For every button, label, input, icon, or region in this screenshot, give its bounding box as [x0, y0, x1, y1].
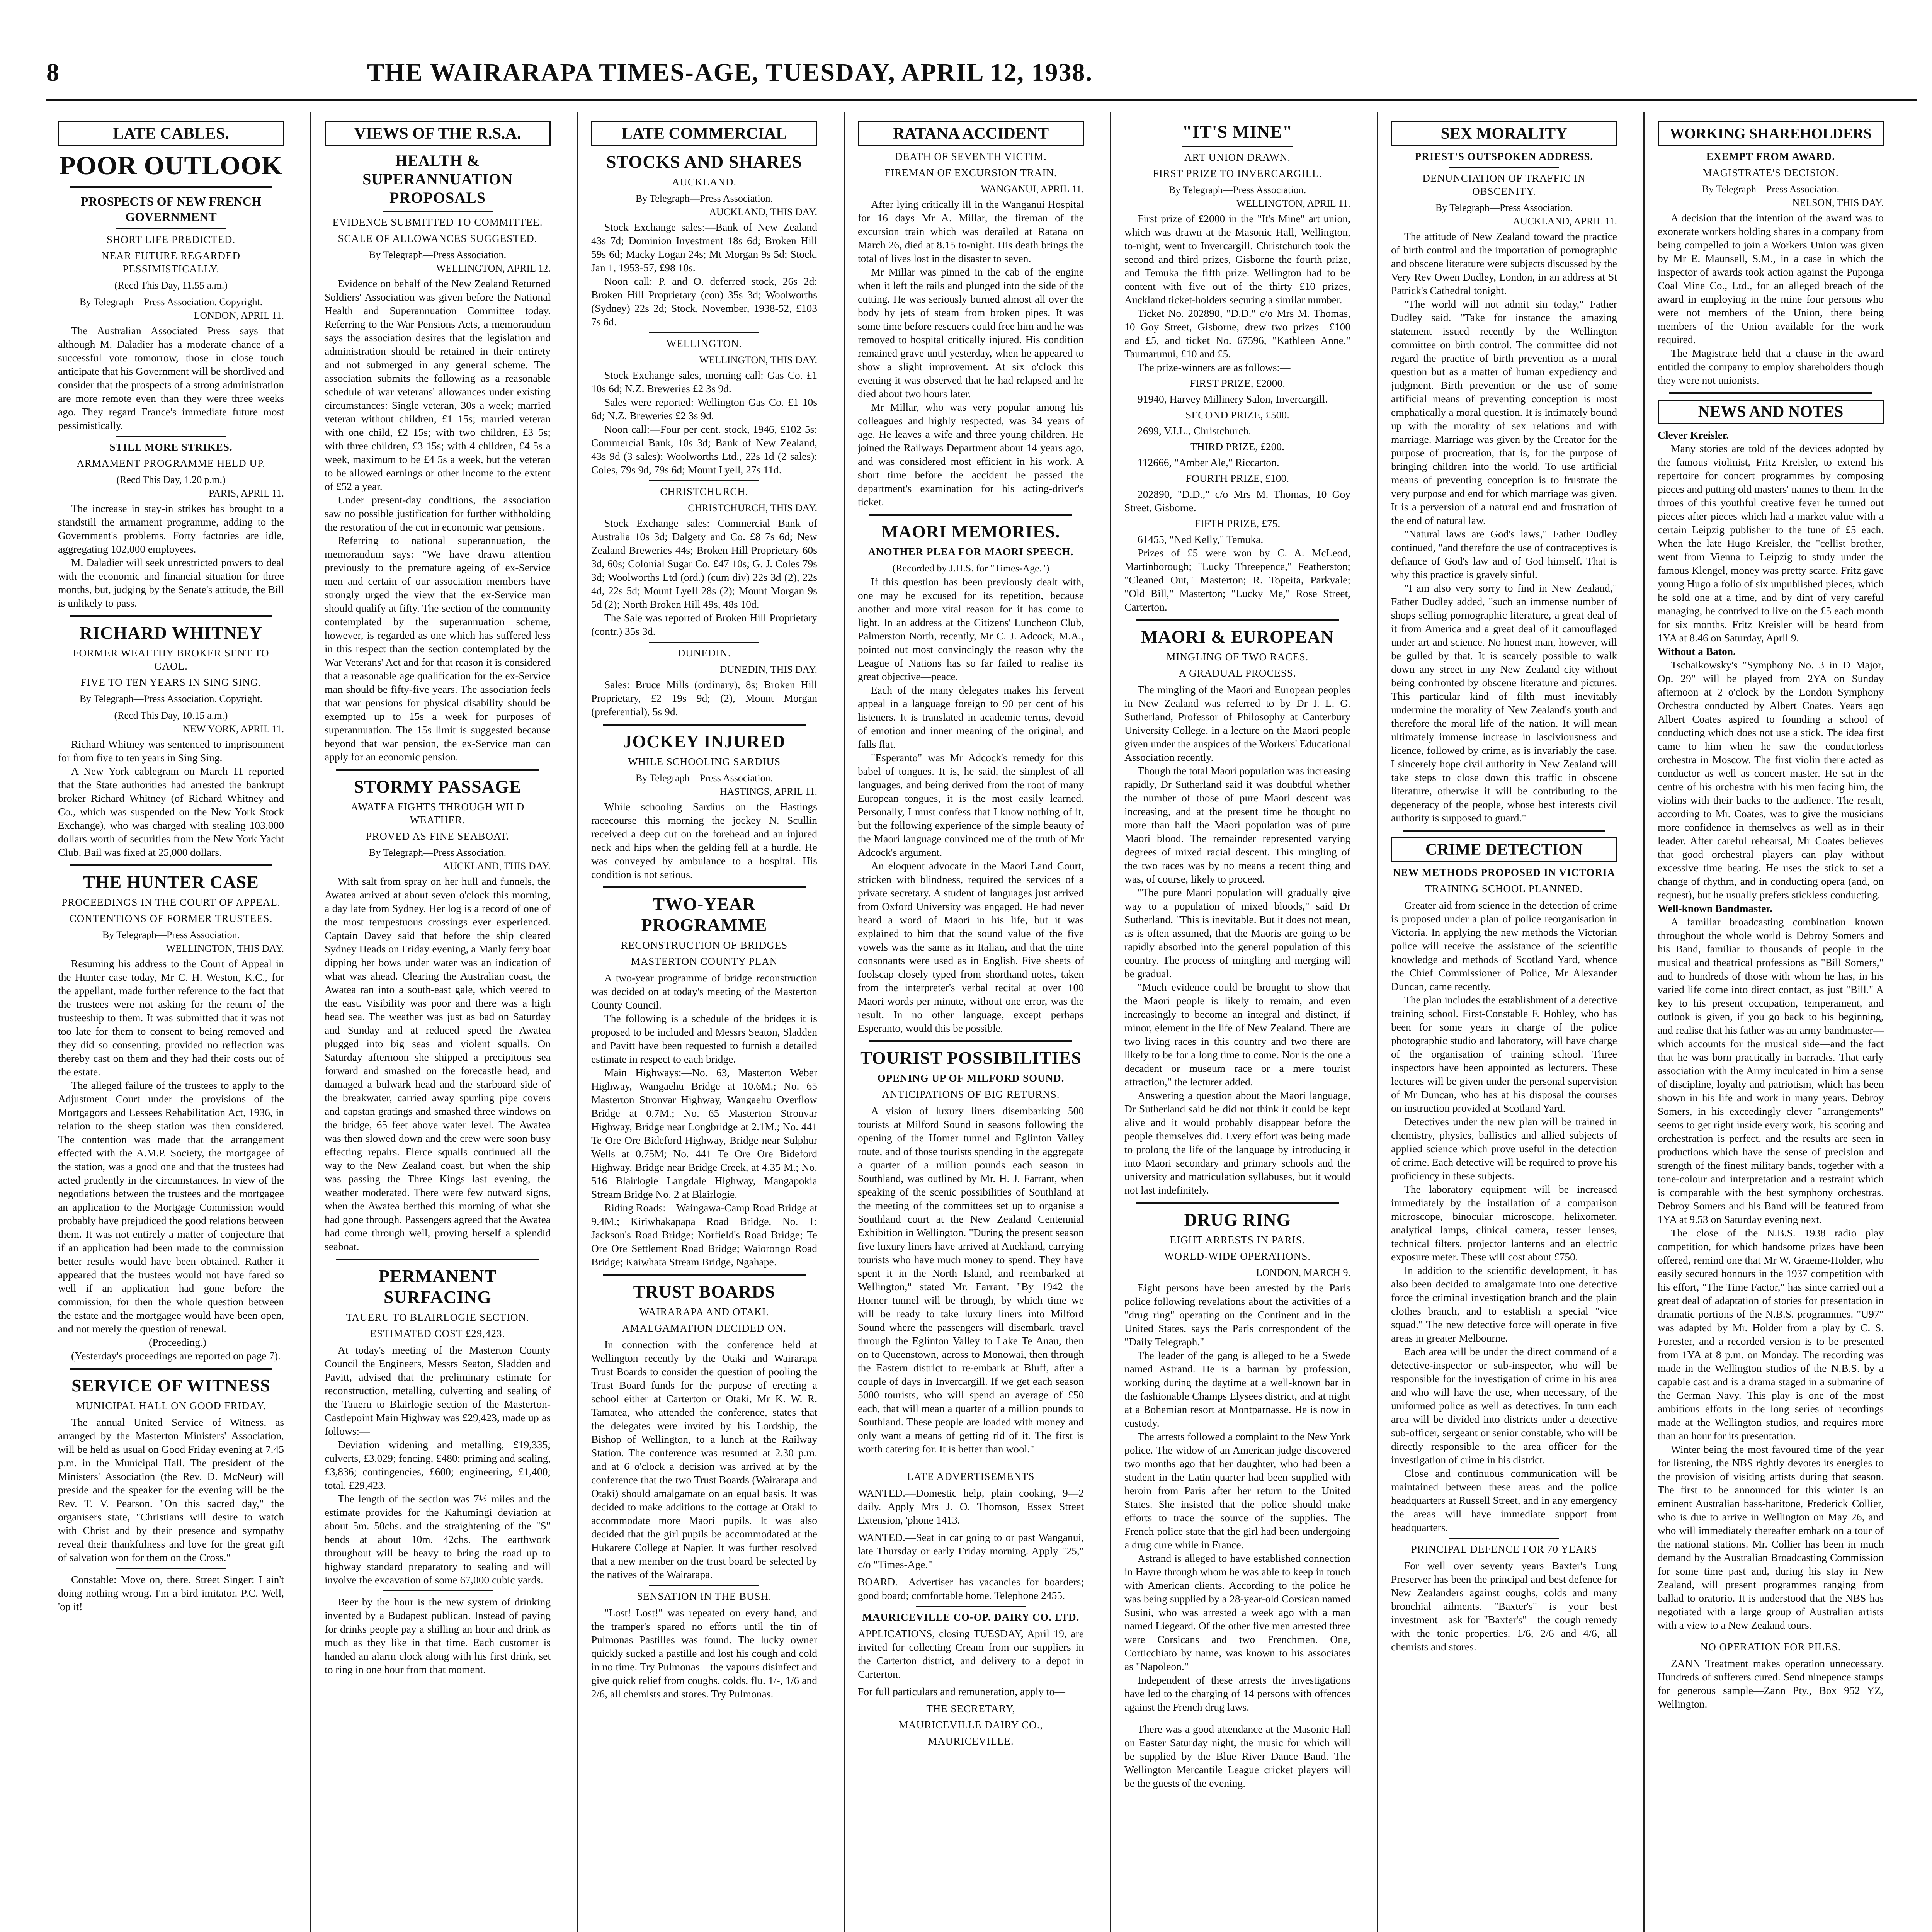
- dateline: PARIS, APRIL 11.: [208, 488, 284, 499]
- classified-ad: WANTED.—Seat in car going to or past Wanganui, late Thursday or early Friday morning. Apply "25," c/o "Times-Age.": [858, 1531, 1084, 1570]
- headline: THE HUNTER CASE: [83, 872, 259, 892]
- paragraph: The plan includes the establishment of a detective training school. First-Constable F. Hobley, who has been for some years in charge of the police photographic studio and laboratory, will have charge of the organisation of training school. Three inspectors have been appointed as lecturers. These lectures will be given under the personal supervision of Mr Duncan, who has at his disposal the courses on instruction provided at Scotland Yard.: [1391, 994, 1617, 1114]
- paragraph: Sales: Bruce Mills (ordinary), 8s; Broken Hill Proprietary, £2 19s 9d; (2), Mount Morgan (preferential), 5s 9d.: [591, 679, 817, 718]
- subheading: ART UNION DRAWN.: [1184, 151, 1291, 163]
- rule: [70, 615, 272, 617]
- paragraph: Noon call:—Four per cent. stock, 1946, £102 5s; Commercial Bank, 10s 3d; Bank of New Zealand, 43s 9d (3 sales); Woolworths Ltd., 22s 1d (2 sales); Coles, 79s 9d, 79s 6d; Mount Lyell, 27s 11d.: [591, 423, 817, 476]
- rule: [649, 1585, 759, 1586]
- paragraph: 91940, Harvey Millinery Salon, Invercargill.: [1138, 393, 1328, 405]
- column-3: [591, 116, 817, 1932]
- rule: [336, 1259, 539, 1260]
- masthead: [46, 58, 1917, 89]
- rule: [1449, 1538, 1559, 1539]
- paragraph: A New York cablegram on March 11 reported that the State authorities had arrested the bankrupt broker Richard Whitney (of Richard Whitney and Co., which was suspended on the New York Stock Exchange), who was charged with stealing 103,000 dollars worth of securities from the New York Yacht Club. Bail was fixed at 25,000 dollars.: [58, 765, 284, 858]
- paragraph: "I am also very sorry to find in New Zealand," Father Dudley added, "such an immense number of shops selling pornographic literature, a great deal of it from America and a great deal of it camouflaged under art and science. No honest man, however, will be gulled by that. It is scarcely possible to walk down any street in any New Zealand city without being confronted by obscene literature and pictures. This particular kind of filth must inevitably undermine the morality of New Zealand's youth and therefore the moral life of the nation. It will mean ultimately immense increase in lasciviousness and licence, followed by crime, as is invariably the case. I sincerely hope civil authority in New Zealand will take steps to close down this traffic in obscene literature, otherwise it will be contributing to the degeneracy of the people, whose best interests civil authority is supposed to guard.": [1391, 582, 1617, 824]
- subheading: SENSATION IN THE BUSH.: [637, 1590, 772, 1602]
- paragraph: Many stories are told of the devices adopted by the famous violinist, Fritz Kreisler, to extend his repertoire for concert programmes by composing pieces and putting old masters' names to them. In the throes of this youthful creative fever he turned out pieces after pieces which had a market value with a certain Leipzig publisher to the tune of £5 each. When the late Hugo Kreisler, the "cellist brother, went from Vienna to Leipzig to study under the famous Klengel, money was pretty scarce. Fritz gave young Hugo a folio of six unpublished pieces, which he sold one at a time, and by dint of very careful managing, he contrived to live on the £5 each month for six months. Fritz Kreisler will be heard from 1YA at 8.46 on Saturday, April 9.: [1658, 442, 1884, 644]
- paragraph: If this question has been previously dealt with, one may be excused for its repetition, because another and more vital reason for it has come to light. In an address at the Citizens' Luncheon Club, Palmerston North, recently, Mr C. J. Adcock, M.A., pointed out most convincingly the reason why the League of Nations has so far failed to realise its great objective—peace.: [858, 576, 1084, 682]
- dateline: DUNEDIN, THIS DAY.: [719, 664, 817, 675]
- paragraph: Noon call: P. and O. deferred stock, 26s 2d; Broken Hill Proprietary (con) 35s 3d; Woolworths (Sydney) 22s 2d; Stock, November, 1938-52, £103 7s 6d.: [591, 275, 817, 328]
- rule: [603, 724, 806, 726]
- subheading: DEATH OF SEVENTH VICTIM.: [895, 151, 1047, 162]
- paragraph: Stock Exchange sales: Commercial Bank of Australia 10s 3d; Dalgety and Co. £8 7s 6d; New Zealand Breweries 44s; Broken Hill Proprietary 60s 3d, 60s; Colonial Sugar Co. £47 10s; G. J. Coles 79s 3d; Woolworths Ltd (ord.) (cum div) 22s 3d (2), 22s 4d, 22s 5d; Mount Lyell 28s (2); Mount Morgan 9s 5d (2); North Broken Hill 49s, 48s 10d.: [591, 517, 817, 610]
- rule: [70, 1368, 272, 1370]
- paragraph: Richard Whitney was sentenced to imprisonment for from five to ten years in Sing Sing.: [58, 738, 284, 764]
- dateline: NEW YORK, APRIL 11.: [183, 723, 284, 735]
- subheading: MINGLING OF TWO RACES.: [1166, 651, 1309, 663]
- column-2: [325, 116, 551, 1932]
- rule: [116, 228, 226, 229]
- rule: [916, 1606, 1026, 1607]
- paragraph: Referring to national superannuation, the memorandum says: "We have drawn attention previously to the premature ageing of ex-Service men and certain of our association members have strongly urged the view that the ex-Service man should qualify at fifty. The section of the community contemplated by the superannuation scheme, however, is regarded as one which has suffered less in this respect than the section contemplated by the War Veterans' Act and for that reason it is considered that a reasonable age qualification for the ex-Service man should be fifty-five years. The association feels that war pensions for physical disability should be exempted up to 15s a week for purposes of superannuation. The 15s limit is suggested because beyond that war pension, the ex-Service man can apply for an economic pension.: [325, 534, 551, 763]
- byline: By Telegraph—Press Association. Copyright.: [79, 296, 263, 308]
- paragraph: 61455, "Ned Kelly," Temuka.: [1138, 533, 1264, 545]
- headline: SERVICE OF WITNESS: [71, 1376, 270, 1395]
- paragraph: A decision that the intention of the award was to exonerate workers holding shares in a company from being compelled to join a Workers Union was given by Mr E. Maunsell, S.M., in a case in which the inspector of awards took action against the Puponga Coal Mine Co., Ltd., for an alleged breach of the award in employing in the mine four persons who were not members of the Union, there being members of the Union available for the work required.: [1658, 212, 1884, 345]
- headline: RICHARD WHITNEY: [80, 623, 262, 643]
- subheading: RECONSTRUCTION OF BRIDGES: [621, 939, 788, 951]
- paragraph: 202890, "D.D.," c/o Mrs M. Thomas, 10 Goy Street, Gisborne.: [1124, 488, 1350, 514]
- paragraph: The annual United Service of Witness, as arranged by the Masterton Ministers' Association, will be held as usual on Good Friday evening at 7.45 p.m. in the Municipal Hall. The president of the Ministers' Association (the Rev. D. McNeur) will preside and the speaker for the evening will be the Rev. T. V. Pearson. "On this sacred day," the organisers state, "Christians will desire to watch with Christ and by their presence and sympathy reveal their thankfulness and love for the great gift of salvation won for them on the Cross.": [58, 1416, 284, 1563]
- prize-heading: SECOND PRIZE, £500.: [1185, 409, 1289, 421]
- subheading: OPENING UP OF MILFORD SOUND.: [877, 1072, 1065, 1084]
- classified-ad: APPLICATIONS, closing TUESDAY, April 19, are invited for collecting Cream from our suppliers in the Carterton district, and delivery to a depot in Carterton.: [858, 1628, 1084, 1680]
- paragraph: Answering a question about the Maori language, Dr Sutherland said he did not think it could be kept alive and it would probably disappear before the people themselves did. Every effort was being made to prolong the life of the language by introducing it into Maori secondary and primary schools and the university and matriculation syllabuses, but it would not last indefinitely.: [1124, 1089, 1350, 1196]
- paragraph: "Natural laws are God's laws," Father Dudley continued, "and therefore the use of contraceptives is defiance of God's law and of God himself. That is why this practice is gravely sinful.: [1391, 528, 1617, 580]
- paragraph: Evidence on behalf of the New Zealand Returned Soldiers' Association was given before the National Health and Superannuation Committee today. Referring to the War Pensions Acts, a memorandum says the association desires that the legislation and administration should be retained in their entirety and not submerged in any general scheme. The association submits the following as a reasonable schedule of war veterans' allowances under existing circumstances: Single veteran, 30s a week; married veteran without children, £1 15s; married veteran with one child, £2 15s; with two children, £3 5s; with three children, £3 15s; with 4 children, £4 5s a week, maximum to be £4 5s a week, but the veteran to be allowed earnings or other income to the extent of £52 a year.: [325, 277, 551, 492]
- paragraph: The arrests followed a complaint to the New York police. The widow of an American judge discovered two months ago that her daughter, who had been a student in the Latin quarter had been supplied with heroin from Paris after her return to the United States. She insisted that the police should make efforts to trace the source of the supplies. The French police state that the girl had been undergoing a drug cure while in France.: [1124, 1430, 1350, 1551]
- column-1: [58, 116, 284, 1932]
- column-rule: [1377, 112, 1378, 1932]
- headline: STOCKS AND SHARES: [606, 152, 802, 172]
- column-rule: [1643, 112, 1645, 1932]
- subheading: ESTIMATED COST £29,423.: [370, 1328, 505, 1339]
- item-title: Well-known Bandmaster.: [1658, 902, 1772, 914]
- masthead-rule: [46, 99, 1917, 101]
- paragraph: A familiar broadcasting combination known throughout the whole world is Debroy Somers and his Band, familiar to thousands of people in the musical and theatrical professions as "Bill Somers," and to hundreds of those with whom he has, in his varied life come into direct contact, as just "Bill." A key to his present occupation, temperament, and outlook is given, if you go back to his beginning, and realise that his father was an army bandmaster—which accounts for the musical side—and the fact that he was born practically in barracks. That early association with the Army inculcated in him a sense of discipline, loyalty and patriotism, which has been shown in his life and work in many years. Debroy Somers, in his exceedingly clever "arrangements" seems to get right inside every work, his scoring and orchestration is perfect, and the results are seen in productions which have the sense of precision and strength of the finest military bands, together with a tone-colour and interpretation and a restraint which is comparable with the best symphony orchestras. Debroy Somers and his Band will be featured from 1YA at 9.53 on Saturday evening next.: [1658, 916, 1884, 1225]
- byline: By Telegraph—Press Association.: [635, 193, 773, 204]
- subheading: PROSPECTS OF NEW FRENCH GOVERNMENT: [81, 194, 261, 224]
- byline: By Telegraph—Press Association.: [1435, 202, 1573, 213]
- headline: PERMANENT SURFACING: [378, 1266, 497, 1307]
- ad-signature: THE SECRETARY,: [926, 1703, 1015, 1714]
- paragraph: The length of the section was 7½ miles and the estimate provides for the Kahumingi deviation at about 5m. 50chs. and the straightening of the "S" bends at about 10m. 42chs. The earthwork throughout will be heavy to bring the road up to highway standard preparatory to sealing and will involve the excavation of some 67,000 cubic yards.: [325, 1493, 551, 1586]
- received-note: (Recd This Day, 1.20 p.m.): [116, 474, 226, 485]
- subheading: MASTERTON COUNTY PLAN: [631, 956, 778, 967]
- rule: [869, 514, 1072, 516]
- paragraph: "Lost! Lost!" was repeated on every hand, and the tramper's spared no efforts until the tin of Pulmonas Pastilles was found. The lucky owner quickly sucked a pastille and lost his cough and cold in no time. Try Pulmonas—the vapours disinfect and give quick relief from coughs, colds, flu. 1/-, 1/6 and 2/6, all chemists and stores. Try Pulmonas.: [591, 1607, 817, 1700]
- paragraph: Deviation widening and metalling, £19,335; culverts, £3,029; fencing, £480; priming and sealing, £3,836; contingencies, £600; engineering, £1,400; total, £29,423.: [325, 1439, 551, 1491]
- rule: [649, 642, 759, 643]
- paragraph: Though the total Maori population was increasing rapidly, Dr Sutherland said it was doubtful whether the number of those of pure Maori descent was increasing, and at the present time he thought no more than half the Maori population was of pure Maori blood. The remainder represented varying degrees of mixed racial descent. This mingling of the two races was by no means a recent thing and was, of course, likely to proceed.: [1124, 765, 1350, 885]
- paragraph: There was a good attendance at the Masonic Hall on Easter Saturday night, the music for which will be supplied by the Blue River Dance Band. The Wellington Mercantile League cricket players will be the guests of the evening.: [1124, 1723, 1350, 1789]
- paragraph: The close of the N.B.S. 1938 radio play competition, for which handsome prizes have been offered, remind one that Mr W. Graeme-Holder, who easily secured honours in the 1937 competition with his effort, "The Time Factor," has since carried out a great deal of adaptation of stories for presentation in dramatic portions of the N.B.S. programmes. "U97" was adapted by Mr. Holder from a play by C. S. Forester, and a recorded version is to be presented from 1YA at 8 p.m. on Monday. The recording was made in the Wellington studios of the N.B.S. by a capable cast and is a drama staged in a submarine of the German Navy. This play is one of the most ambitious efforts in the long series of recordings made at the Wellington studios, and requires more than an hour for its presentation.: [1658, 1227, 1884, 1442]
- rule: [869, 1040, 1072, 1042]
- headline: NEWS AND NOTES: [1658, 400, 1884, 424]
- column-rule: [577, 112, 578, 1932]
- classified-ad: For full particulars and remuneration, apply to—: [858, 1685, 1065, 1697]
- paragraph: The mingling of the Maori and European peoples in New Zealand was referred to by Dr I. L. G. Sutherland, Professor of Philosophy at Canterbury University College, in a lecture on the Maori people given under the auspices of the Workers' Educational Association recently.: [1124, 684, 1350, 763]
- paragraph: The increase in stay-in strikes has brought to a standstill the armament programme, adding to the Government's problems. Forty factories are idle, aggregating 102,000 employees.: [58, 502, 284, 555]
- paragraph: The Australian Associated Press says that although M. Daladier has a moderate chance of a successful vote tomorrow, those in close touch anticipate that his Government will be shortlived and consider that the prospects of a strong administration are more remote even than they were three weeks ago. They regard France's immediate future most pessimistically.: [58, 325, 284, 431]
- dateline: AUCKLAND, THIS DAY.: [442, 861, 551, 872]
- paragraph: While schooling Sardius on the Hastings racecourse this morning the jockey N. Scullin received a deep cut on the forehead and an injured neck and hips when the gelding fell at a hurdle. He was conveyed by ambulance to a hospital. His condition is not serious.: [591, 801, 817, 880]
- section-heading: WORKING SHAREHOLDERS: [1658, 121, 1884, 146]
- dateline: WELLINGTON, APRIL 12.: [436, 263, 551, 274]
- paragraph: 2699, V.I.L., Christchurch.: [1138, 425, 1251, 437]
- subheading: WAIRARAPA AND OTAKI.: [639, 1306, 769, 1318]
- subheading: CONTENTIONS OF FORMER TRUSTEES.: [69, 913, 273, 924]
- subheading: SHORT LIFE PREDICTED.: [106, 234, 236, 245]
- paragraph: The leader of the gang is alleged to be a Swede named Astrand. He is a barman by profession, working during the daytime at a well-known bar in the fashionable Champs Elysees district, and at night at a Bohemian resort at Montparnasse. He is now in custody.: [1124, 1349, 1350, 1429]
- ads-heading: LATE ADVERTISEMENTS: [907, 1471, 1035, 1482]
- headline: TWO-YEAR PROGRAMME: [641, 894, 767, 935]
- column-rule: [844, 112, 845, 1932]
- paragraph: A vision of luxury liners disembarking 500 tourists at Milford Sound in seasons following the opening of the Homer tunnel and Eglinton Valley route, and of those tourists spending in the aggregate a quarter of a million pounds each season in Southland, was outlined by Mr. H. J. Farrant, when speaking of the scenic possibilities of Southland at the meeting of the committees set up to organise a Southland court at the New Zealand Centennial Exhibition in Wellington. "During the present season five luxury liners have arrived at Auckland, carrying tourists who have much money to spend. They have spent it in the North Island, and reembarked at Wellington," stated Mr. Farrant. "By 1942 the Homer tunnel will be through, by which time we will be ready to take luxury liners into Milford Sound where the passengers will disembark, travel through the Eglinton Valley to Lake Te Anau, then on to Queenstown, across to Monowai, then through the Eastern district to re-embark at Bluff, after a couple of days in Invercargill. If we get each season 5000 tourists, who will spend an average of £50 each, that will mean a quarter of a million pounds to Southland. These people are loaded with money and only want a means of getting rid of it. The first is worth catering for. It is better than wool.": [858, 1105, 1084, 1455]
- rule: [1669, 392, 1872, 394]
- paragraph: The Magistrate held that a clause in the award entitled the company to employ shareholders though they were not unionists.: [1658, 347, 1884, 386]
- dateline: AUCKLAND, APRIL 11.: [1513, 216, 1617, 227]
- headline: HEALTH & SUPERANNUATION PROPOSALS: [362, 152, 513, 206]
- subheading: MAGISTRATE'S DECISION.: [1702, 167, 1839, 179]
- byline: By Telegraph—Press Association.: [1702, 184, 1840, 195]
- subheading: EXEMPT FROM AWARD.: [1706, 151, 1835, 162]
- paragraph: Main Highways:—No. 63, Masterton Weber Highway, Wangaehu Bridge at 10.6M.; No. 65 Masterton Stronvar Highway, Wangaehu Overflow Bridge at 0.7M.; No. 65 Masterton Stronvar Highway, Bridge near Longbridge at 2.1M.; No. 441 Te Ore Ore Bideford Highway, Bridge near Sulphur Wells at 0.75M; No. 441 Te Ore Ore Bideford Highway, Bridge near Bridge Creek, at 4.35 M.; No. 516 Blairlogie Langdale Highway, Mangapokia Stream Bridge No. 2 at Blairlogie.: [591, 1066, 817, 1200]
- paragraph: The alleged failure of the trustees to apply to the Adjustment Court under the provisions of the Mortgagors and Lessees Rehabilitation Act, 1936, in relation to the sheep station was then considered. The contention was made that the arrangement effected with the A.M.P. Society, the mortgagee of the station, was a good one and that the trustees had acted prudently in the circumstances. In view of the negotiations between the trustees and the mortgagee an application to the Mortgage Commission would probably have prejudiced the good relations between them. It was not entirely a matter of conjecture that if an application had been made to the commission better results would have been obtained. Rather it appeared that the trustees would not have fared so well if an application had gone before the commission, for then the whole question between the estate and the mortgagee would have been open, and not merely the question of renewal.: [58, 1079, 284, 1335]
- paragraph: At today's meeting of the Masterton County Council the Engineers, Messrs Seaton, Sladden and Pavitt, advised that the preliminary estimate for reconstruction, metalling, culverting and sealing of the Taueru to Blairlogie section of the Masterton-Castlepoint Main Highway was £29,423, made up as follows:—: [325, 1344, 551, 1437]
- paragraph: Each area will be under the direct command of a detective-inspector or sub-inspector, who will be responsible for the investigation of crime in his area and who will have the use, when necessary, of the uniformed police as well as detectives. In turn each area will be divided into districts under a detective sub-officer, sergeant or senior constable, who will be directly responsible to the area officer for the investigation of crime in his district.: [1391, 1345, 1617, 1466]
- section-heading: LATE COMMERCIAL: [591, 121, 817, 146]
- paragraph: For well over seventy years Baxter's Lung Preserver has been the principal and best defence for New Zealanders against coughs, colds and many bronchial ailments. "Baxter's" is your best investment—ask for "Baxter's"—the cough remedy with the tonic properties. 1/6, 2/6 and 4/6, all chemists and stores.: [1391, 1560, 1617, 1653]
- paragraph: After lying critically ill in the Wanganui Hospital for 16 days Mr A. Millar, the fireman of the excursion train which was derailed at Ratana on March 26, died at 8.15 to-night. His death brings the total of lives lost in the disaster to seven.: [858, 198, 1084, 264]
- paragraph: The following is a schedule of the bridges it is proposed to be included and Messrs Seaton, Sladden and Pavitt have been requested to furnish a detailed estimate in respect to each bridge.: [591, 1012, 817, 1065]
- headline: TOURIST POSSIBILITIES: [860, 1048, 1082, 1068]
- byline: (Recorded by J.H.S. for "Times-Age."): [892, 563, 1049, 574]
- subheading: A GRADUAL PROCESS.: [1179, 667, 1296, 679]
- headline: MAORI MEMORIES.: [881, 522, 1060, 541]
- section-heading: LATE CABLES.: [58, 121, 284, 146]
- byline: By Telegraph—Press Association.: [369, 249, 507, 260]
- column-7: [1658, 116, 1884, 1932]
- subheading: AUCKLAND.: [672, 176, 737, 188]
- rule: [649, 480, 759, 481]
- prize-heading: FOURTH PRIZE, £100.: [1185, 472, 1289, 484]
- paragraph: Ticket No. 202890, "D.D." c/o Mrs M. Thomas, 10 Goy Street, Gisborne, drew two prizes—£100 and £5, and ticket No. 67596, "Kathleen Anne," Taumarunui, £10 and £5.: [1124, 307, 1350, 360]
- subheading: FIVE TO TEN YEARS IN SING SING.: [80, 677, 262, 688]
- rule: [858, 1461, 1084, 1464]
- subheading: CHRISTCHURCH.: [660, 486, 748, 497]
- byline: By Telegraph—Press Association.: [635, 772, 773, 784]
- headline: STORMY PASSAGE: [354, 777, 522, 796]
- byline: By Telegraph—Press Association.: [369, 847, 507, 858]
- section-heading: RATANA ACCIDENT: [858, 121, 1084, 146]
- paragraph: Stock Exchange sales:—Bank of New Zealand 43s 7d; Dominion Investment 18s 6d; Broken Hill 59s 6d; Macky Logan 24s; Mt Morgan 9s 5d; Stock, Jan 1, 1953-57, £98 10s.: [591, 221, 817, 274]
- item-title: Clever Kreisler.: [1658, 429, 1729, 441]
- newspaper-title: THE WAIRARAPA TIMES-AGE, TUESDAY, APRIL 12, 1938.: [367, 58, 1093, 87]
- paragraph: Independent of these arrests the investigations have led to the charging of 14 persons with offences against the French drug laws.: [1124, 1674, 1350, 1713]
- column-rule: [1110, 112, 1111, 1932]
- rule: [1136, 1202, 1339, 1204]
- paragraph: Stock Exchange sales, morning call: Gas Co. £1 10s 6d; N.Z. Breweries £2 3s 9d.: [591, 369, 817, 395]
- paragraph: Eight persons have been arrested by the Paris police following revelations about the activities of a "drug ring" operating on the Continent and in the United States, says the Paris correspondent of the "Daily Telegraph.": [1124, 1282, 1350, 1348]
- subheading: SCALE OF ALLOWANCES SUGGESTED.: [338, 233, 537, 244]
- rule: [116, 436, 226, 437]
- subheading: PROCEEDINGS IN THE COURT OF APPEAL.: [61, 896, 281, 908]
- dateline: WELLINGTON, APRIL 11.: [1236, 198, 1350, 209]
- headline: JOCKEY INJURED: [623, 731, 786, 751]
- paragraph: First prize of £2000 in the "It's Mine" art union, which was drawn at the Masonic Hall, Wellington, to-night, went to Invercargill. Christchurch took the second and third prizes, Gisborne the fourth prize, and Temuka the fifth prize. Wellington had to be content with five out of the thirty £10 prizes, Auckland ticket-holders securing a similar number.: [1124, 213, 1350, 306]
- subheading: NO OPERATION FOR PILES.: [1700, 1641, 1841, 1653]
- byline: By Telegraph—Press Association.: [1168, 184, 1306, 196]
- headline: "IT'S MINE": [1182, 122, 1293, 141]
- paragraph: "The pure Maori population will gradually give way to a population of mixed bloods," said Dr Sutherland. "This is inevitable. But it does not mean, as is often assumed, that the Maoris are going to be rapidly absorbed into the general population of this country. The process of mingling and merging will be gradual.: [1124, 886, 1350, 980]
- paragraph: Detectives under the new plan will be trained in chemistry, physics, ballistics and allied subjects of applied science which prove useful in the detection of crime. Each detective will be required to prove his proficiency in these subjects.: [1391, 1116, 1617, 1182]
- rule: [383, 211, 493, 212]
- rule: [70, 186, 272, 188]
- paragraph: "The world will not admit sin today," Father Dudley said. "Take for instance the amazing statement issued recently by the Wellington committee on birth control. The committee did not regard the practice of birth prevention as a moral question but as a matter of human expediency and judgment. Birth prevention or the use of some artificial means of preventing conception is most emphatically a moral question. It is intimately bound up with the morality of sex relations and with marriage. Marriage was given by the Creator for the purpose of procreation, that is, for the purpose of bringing children into the world. To use artificial means of preventing conception is to frustrate the very purpose and end for which marriage was given. It is a perversion of a natural end and frustration of the end of natural law.: [1391, 298, 1617, 526]
- dateline: AUCKLAND, THIS DAY.: [709, 206, 817, 218]
- paragraph: The attitude of New Zealand toward the practice of birth control and the importation of pornographic and obscene literature were subjects discussed by the Very Rev Owen Dudley, London, in an address at St Patrick's Cathedral tonight.: [1391, 230, 1617, 296]
- prize-heading: THIRD PRIZE, £200.: [1190, 440, 1284, 452]
- paragraph: Sales were reported: Wellington Gas Co. £1 10s 6d; N.Z. Breweries £2 3s 9d.: [591, 396, 817, 422]
- classified-ad: WANTED.—Domestic help, plain cooking, 9—2 daily. Apply Mrs J. O. Thomson, Essex Street Extension, 'phone 1413.: [858, 1487, 1084, 1526]
- received-note: (Recd This Day, 11.55 a.m.): [114, 280, 228, 291]
- column-4: [858, 116, 1084, 1932]
- paragraph: "Much evidence could be brought to show that the Maori people is likely to remain, and even increasingly to become an integral and distinct, if minor, element in the life of New Zealand. There are two living races in this country and two there are likely to be for a long time to come. Nor is the one a decadent or museum race or a mere tourist attraction," the lecturer added.: [1124, 981, 1350, 1088]
- rule: [649, 332, 759, 333]
- received-note: (Recd This Day, 10.15 a.m.): [114, 710, 228, 721]
- item-title: Without a Baton.: [1658, 645, 1736, 657]
- subheading: ANTICIPATIONS OF BIG RETURNS.: [882, 1088, 1060, 1100]
- subheading: DUNEDIN.: [677, 647, 731, 659]
- section-heading: SEX MORALITY: [1391, 121, 1617, 146]
- subheading: NEW METHODS PROPOSED IN VICTORIA: [1393, 867, 1616, 878]
- paragraph: M. Daladier will seek unrestricted powers to deal with the economic and financial situation for three months, but, judging by the Senate's attitude, the Bill is unlikely to pass.: [58, 556, 284, 609]
- subheading: WORLD-WIDE OPERATIONS.: [1164, 1250, 1311, 1262]
- byline: By Telegraph—Press Association.: [102, 929, 240, 940]
- dateline: WANGANUI, APRIL 11.: [981, 184, 1084, 195]
- paragraph: (Proceeding.): [149, 1336, 206, 1348]
- rule: [383, 1590, 493, 1591]
- subheading: FORMER WEALTHY BROKER SENT TO GAOL.: [73, 647, 269, 672]
- dateline: HASTINGS, APRIL 11.: [719, 786, 817, 797]
- subheading: NEAR FUTURE REGARDED PESSIMISTICALLY.: [101, 250, 240, 275]
- paragraph: Beer by the hour is the new system of drinking invented by a Budapest publican. Instead of paying for drinks people pay a shilling an hour and drink as much as they like in that time. Each customer is handed an alarm clock along with his first drink, set to ring in one hour from that moment.: [325, 1596, 551, 1675]
- rule: [603, 1274, 806, 1276]
- dateline: LONDON, APRIL 11.: [194, 310, 284, 321]
- paragraph: Resuming his address to the Court of Appeal in the Hunter case today, Mr C. H. Weston, K.C., for the appellant, made further reference to the fact that the trustees were not asking for the return of the trusteeship to them. It was submitted that it was not too late for them to consent to being removed and they did so consenting, provided no reflection was thereby cast on them and they had their costs out of the estate.: [58, 957, 284, 1078]
- classified-ads: [858, 1486, 1084, 1748]
- subheading: PROVED AS FINE SEABOAT.: [366, 830, 509, 842]
- subheading: PRINCIPAL DEFENCE FOR 70 YEARS: [1411, 1543, 1597, 1555]
- paragraph: Each of the many delegates makes his fervent appeal in a language foreign to 90 per cent of his listeners. It is translated in academic terms, devoid of emotion and inner meaning of the original, and falls flat.: [858, 684, 1084, 750]
- subheading: PRIEST'S OUTSPOKEN ADDRESS.: [1415, 151, 1594, 162]
- paragraph: "Esperanto" was Mr Adcock's remedy for this babel of tongues. It is, he said, the simplest of all languages, and being derived from the root of many European tongues, it is the most easily learned. Personally, I must confess that I know nothing of it, but the following experience of the simple beauty of the Maori language convinced me of the truth of Mr Adcock's argument.: [858, 752, 1084, 858]
- subheading: WELLINGTON.: [666, 338, 742, 349]
- paragraph: Astrand is alleged to have established connection in Havre through whom he was able to keep in touch with American clients. According to the police he was being supplied by a 28-year-old Corsican named Susini, who was arrested a week ago with a man named Liegeard. Of the other five men arrested three were Corsicans and two Frenchmen. One, Corticchiato by name, was known to his associates as "Napoleon.": [1124, 1552, 1350, 1672]
- dateline: WELLINGTON, THIS DAY.: [699, 354, 817, 366]
- rule: [603, 886, 806, 888]
- paragraph: (Yesterday's proceedings are reported on page 7).: [71, 1350, 281, 1362]
- subheading: AWATEA FIGHTS THROUGH WILD WEATHER.: [350, 801, 525, 826]
- subheading: ANOTHER PLEA FOR MAORI SPEECH.: [868, 546, 1074, 558]
- headline: DRUG RING: [1184, 1210, 1291, 1230]
- paragraph: In addition to the scientific development, it has also been decided to amalgamate into one detective force the criminal investigation branch and the plain clothes branch, and to establish a special "vice squad." The new detective force will operate in five areas in greater Melbourne.: [1391, 1264, 1617, 1344]
- paragraph: Mr Millar was pinned in the cab of the engine when it left the rails and plunged into the side of the cutting. He was seriously burned almost all over the body by jets of steam from broken pipes. It was some time before rescuers could free him and he was removed to hospital critically injured. His condition remained grave until yesterday, when he appeared to show a slight improvement. At six o'clock this evening it was observed that he had relapsed and he died about two hours later.: [858, 266, 1084, 400]
- rule: [1182, 146, 1293, 147]
- dateline: CHRISTCHURCH, THIS DAY.: [688, 502, 817, 514]
- paragraph: With salt from spray on her hull and funnels, the Awatea arrived at about seven o'clock this morning, a day late from Sydney. Her log is a record of one of the most tempestuous crossings ever experienced. Captain Davey said that before the ship cleared Sydney Heads on Friday evening, a Manly ferry boat dipping her bows under water was an indication of what was ahead. Clearing the Australian coast, the Awatea ran into a south-east gale, which veered to the east. Visibility was poor and there was a high head sea. The weather was just as bad on Saturday and Sunday and at reduced speed the Awatea plugged into big seas and violent squalls. On Saturday afternoon she shipped a precipitous sea forward and smashed on the forecastle head, and damaged a bulwark head and the starboard side of the breakwater, carried away spurling pipe covers and capstan gratings and smashed three windows on the bridge, 65 feet above water level. The Awatea was then slowed down and the crew were soon busy effecting repairs. Fierce squalls continued all the way to the New Zealand coast, but when the ship was passing the Three Kings last evening, the weather moderated. There were few outward signs, when the Awatea berthed this morning of what she had gone through. Passengers agreed that the Awatea had come through well, proving herself a splendid seaboat.: [325, 875, 551, 1252]
- page-number: 8: [46, 58, 60, 87]
- rule: [1403, 830, 1605, 832]
- paragraph: Tschaikowsky's "Symphony No. 3 in D Major, Op. 29" will be played from 2YA on Sunday afternoon at 2 o'clock by the London Symphony Orchestra conducted by Albert Coates. Years ago Albert Coates aspired to founding a school of conducting which does not use a stick. The idea first came to him when he saw the conductorless orchestra in Moscow. The first violin there acted as conductor as well as concert master. He sat in the centre of his orchestra with his men facing him, the violins with their backs to the audience. The result, according to Mr. Coates, was to give the musicians more confidence in themselves as well as in their leader. After careful rehearsal, Mr Coates believes that good orchestral players can play without excessive time beating. He uses the stick to set a change of rhythm, and in conducting opera (and, on request), but he usually prefers stickless conducting.: [1658, 659, 1884, 901]
- headline: POOR OUTLOOK: [60, 151, 282, 180]
- subheading: FIRST PRIZE TO INVERCARGILL.: [1153, 168, 1322, 179]
- dateline: LONDON, MARCH 9.: [1256, 1267, 1350, 1278]
- subheading: TAUERU TO BLAIRLOGIE SECTION.: [346, 1311, 529, 1323]
- byline: By Telegraph—Press Association. Copyright.: [79, 693, 263, 704]
- ad-heading: MAURICEVILLE CO-OP. DAIRY CO. LTD.: [862, 1611, 1080, 1623]
- paragraph: Under present-day conditions, the association saw no possible justification for further withholding the restoration of the cut in economic war pensions.: [325, 494, 551, 533]
- dateline: WELLINGTON, THIS DAY.: [166, 943, 284, 954]
- paragraph: In connection with the conference held at Wellington recently by the Otaki and Wairarapa Trust Boards to consider the question of pooling the Trust Board funds for the purpose of erecting a school either at Carterton or Otaki, Mr K. W. R. Tamatea, who attended the conference, states that the delegates were invited by his Lordship, the Bishop of Wellington, to a lunch at the Railway Station. The conference was resumed at 2.30 p.m. and at 6 o'clock a decision was arrived at by the conference that the two Trust Boards (Wairarapa and Otaki) should amalgamate on an equal basis. It was decided to make additions to the cottage at Otaki to accommodate more Maori pupils. It was also decided that the girl pupils be accommodated at the Hukarere College at Napier. It was further resolved that a new member on the trust board be selected by the natives of the Wairarapa.: [591, 1338, 817, 1580]
- subheading: DENUNCIATION OF TRAFFIC IN OBSCENITY.: [1422, 172, 1586, 197]
- ad-signature: MAURICEVILLE DAIRY CO.,: [899, 1719, 1043, 1731]
- rule: [1449, 167, 1559, 168]
- headline: TRUST BOARDS: [633, 1282, 776, 1301]
- prize-heading: FIRST PRIZE, £2000.: [1189, 377, 1286, 389]
- subheading: STILL MORE STRIKES.: [109, 441, 233, 453]
- subheading: WHILE SCHOOLING SARDIUS: [628, 756, 781, 767]
- paragraph: Prizes of £5 were won by C. A. McLeod, Martinborough; "Lucky Threepence," Featherston; "Cleaned Out," Masterton; R. Topeita, Parkvale; "Old Bill," Masterton; "Lucky Me," Rose Street, Carterton.: [1124, 547, 1350, 613]
- subheading: EIGHT ARRESTS IN PARIS.: [1170, 1234, 1305, 1246]
- subheading: AMALGAMATION DECIDED ON.: [622, 1322, 787, 1334]
- rule: [1136, 619, 1339, 621]
- paragraph: Close and continuous communication will be maintained between these areas and the police headquarters at Russell Street, and in any emergency the areas will have immediate support from headquarters.: [1391, 1467, 1617, 1533]
- paragraph: Mr Millar, who was very popular among his colleagues and highly respected, was 34 years of age. He leaves a wife and three young children. He joined the Railways Department about 14 years ago, and was considered most efficient in his work. A short time before the accident he passed the department's examination for his acting-driver's ticket.: [858, 401, 1084, 508]
- dateline: NELSON, THIS DAY.: [1792, 197, 1884, 208]
- paragraph: The Sale was reported of Broken Hill Proprietary (contr.) 35s 3d.: [591, 612, 817, 637]
- rule: [336, 769, 539, 771]
- paragraph: ZANN Treatment makes operation unnecessary. Hundreds of sufferers cured. Send ninepence stamps for generous sample—Zann Pty., Box 952 YZ, Wellington.: [1658, 1657, 1884, 1710]
- column-6: [1391, 116, 1617, 1932]
- paragraph: A two-year programme of bridge reconstruction was decided on at today's meeting of the Masterton County Council.: [591, 972, 817, 1011]
- paragraph: The laboratory equipment will be increased immediately by the installation of a comparison microscope, binocular microscope, helixometer, analytical lamps, clinical camera, tesser lenses, technical filters, projector lanterns and an electric exposure meter. These will cost about £750.: [1391, 1183, 1617, 1263]
- column-rule: [310, 112, 311, 1932]
- paragraph: Constable: Move on, there. Street Singer: I ain't doing nothing wrong. I'm a bird imitator. P.C. Well, 'op it!: [58, 1573, 284, 1612]
- headline: CRIME DETECTION: [1391, 837, 1617, 862]
- subheading: MUNICIPAL HALL ON GOOD FRIDAY.: [76, 1400, 266, 1412]
- classified-ad: BOARD.—Advertiser has vacancies for boarders; good board; comfortable home. Telephone 2455.: [858, 1576, 1084, 1601]
- prize-heading: FIFTH PRIZE, £75.: [1194, 517, 1281, 529]
- subheading: ARMAMENT PROGRAMME HELD UP.: [77, 457, 265, 469]
- ad-signature: MAURICEVILLE.: [928, 1735, 1014, 1747]
- section-heading: VIEWS OF THE R.S.A.: [325, 121, 551, 146]
- rule: [70, 864, 272, 866]
- column-5: [1124, 116, 1350, 1932]
- paragraph: Riding Roads:—Waingawa-Camp Road Bridge at 9.4M.; Kiriwhakapapa Road Bridge, No. 1; Jackson's Road Bridge; Norfield's Road Bridge; Te Ore Ore Settlement Road Bridge; Waiorongo Road Bridge; Kaiwhata Stream Bridge, Ngahape.: [591, 1202, 817, 1268]
- paragraph: Greater aid from science in the detection of crime is proposed under a plan of police reorganisation in Victoria. In applying the new methods the Victorian police will receive the assistance of the scientific knowledge and methods of Scotland Yard, whence the Chief Commissioner of Police, Mr Alexander Duncan, came recently.: [1391, 899, 1617, 992]
- subheading: TRAINING SCHOOL PLANNED.: [1425, 883, 1583, 895]
- paragraph: Winter being the most favoured time of the year for listening, the NBS rightly devotes its energies to the provision of visiting artists during that season. The first to be announced for this winter is an eminent Australian bass-baritone, Frederick Collier, who is due to arrive in Wellington on May 26, and who will immediately thereafter embark on a tour of the national stations. Mr. Collier has been in much demand by the Australian Broadcasting Commission for some time past and, during his stay in New Zealand, will present programmes ranging from ballad to oratorio. It is understood that the NBS has negotiated with a large group of Australian artists with a view to a New Zealand tours.: [1658, 1443, 1884, 1631]
- rule: [116, 1568, 226, 1569]
- headline: MAORI & EUROPEAN: [1141, 627, 1334, 646]
- subheading: EVIDENCE SUBMITTED TO COMMITTEE.: [332, 216, 543, 228]
- paragraph: An eloquent advocate in the Maori Land Court, stricken with blindness, required the services of a private secretary. A student of languages just arrived from Oxford University was engaged. He had never heard a word of Maori in his life, but it was explained to him that the sound value of the five vowels was the same as in Italian, and that the nine consonants were used as in English. Five sheets of foolscap closely typed from shorthand notes, taken from the interpreter's verbal recital at over 100 Maori words per minute, without one error, was the result. In no other language, except perhaps Esperanto, would this be possible.: [858, 860, 1084, 1034]
- paragraph: 112666, "Amber Ale," Riccarton.: [1138, 456, 1279, 468]
- paragraph: The prize-winners are as follows:—: [1138, 361, 1291, 373]
- subheading: FIREMAN OF EXCURSION TRAIN.: [884, 167, 1057, 179]
